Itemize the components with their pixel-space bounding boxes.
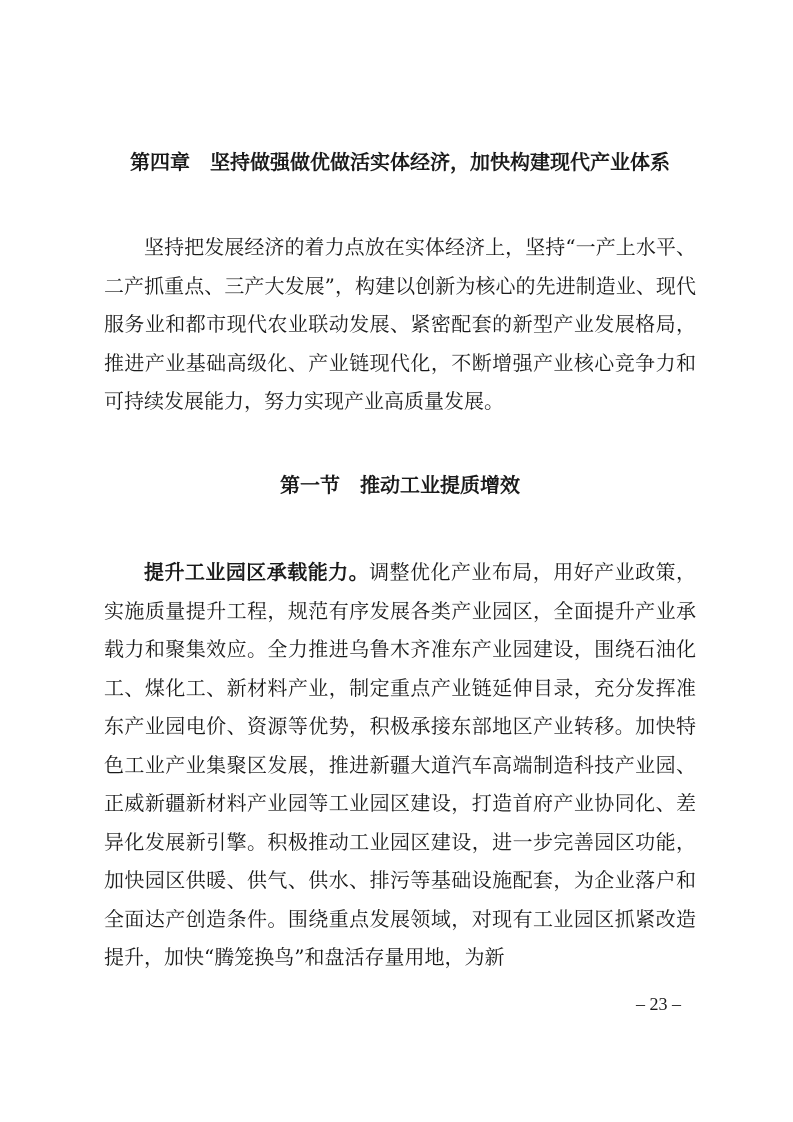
page-number: – 23 –	[636, 994, 681, 1014]
paragraph-body-text: 调整优化产业布局，用好产业政策，实施质量提升工程，规范有序发展各类产业园区，全面提升产业承载力和聚集效应。全力推进乌鲁木齐准东产业园建设，围绕石油化工、煤化工、新材料产业，制定重点产业链延伸目录，充分发挥准东产业园电价、资源等优势，积极承接东部地区产业转移。加快特色工业产业集聚区发展，推进新疆大道汽车高端制造科技产业园、正威新疆新材料产业园等工业园区建设，打造首府产业协同化、差异化发展新引擎。积极推动工业园区建设，进一步完善园区功能，加快园区供暖、供气、供水、排污等基础设施配套，为企业落户和全面达产创造条件。围绕重点发展领域，对现有工业园区抓紧改造提升，加快“腾笼换鸟”和盘活存量用地，为新	[104, 560, 697, 969]
intro-paragraph: 坚持把发展经济的着力点放在实体经济上，坚持“一产上水平、二产抓重点、三产大发展”，构建以创新为核心的先进制造业、现代服务业和都市现代农业联动发展、紧密配套的新型产业发展格局，推进产业基础高级化、产业链现代化，不断增强产业核心竞争力和可持续发展能力，努力实现产业高质量发展。	[104, 235, 696, 413]
body-paragraph	[104, 553, 696, 977]
paragraph-lead-heading: 提升工业园区承载能力。	[144, 560, 370, 584]
chapter-title: 第四章 坚持做强做优做活实体经济，加快构建现代产业体系	[130, 150, 670, 174]
section-title: 第一节 推动工业提质增效	[280, 473, 520, 497]
